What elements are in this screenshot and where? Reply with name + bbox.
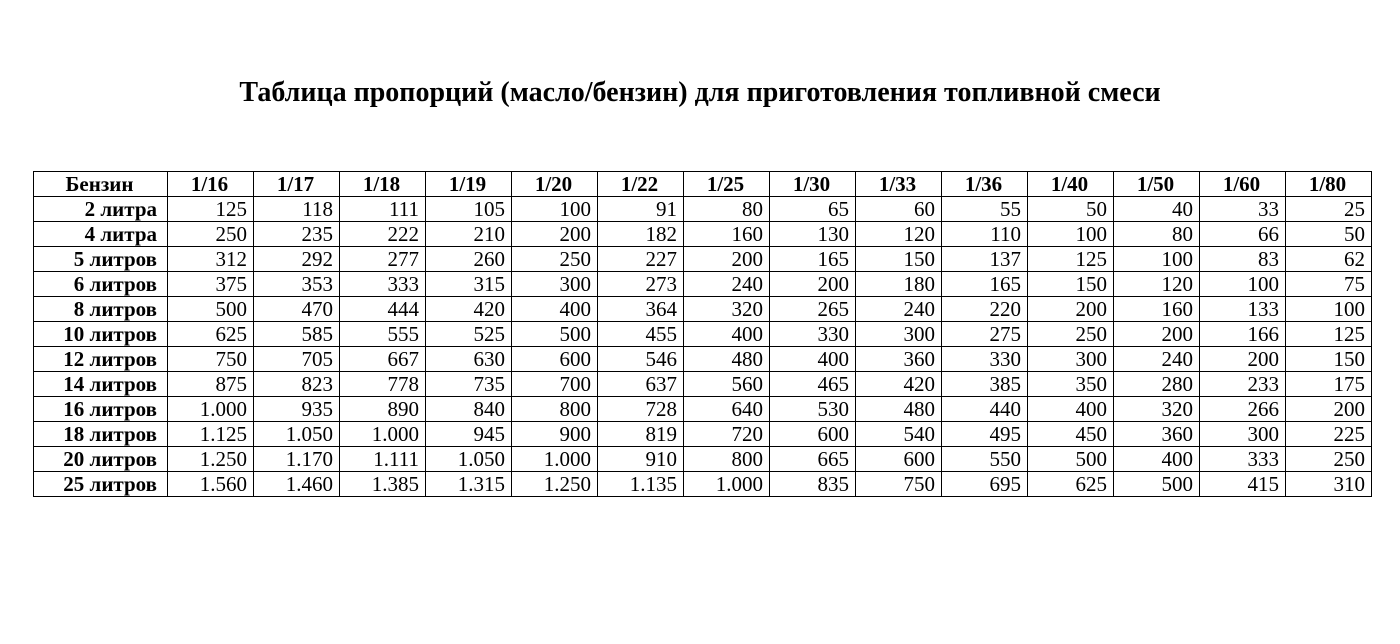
oil-amount-cell: 420 [856,372,942,397]
oil-amount-cell: 665 [770,447,856,472]
oil-amount-cell: 728 [598,397,684,422]
oil-amount-cell: 400 [684,322,770,347]
column-header-ratio: 1/22 [598,172,684,197]
oil-amount-cell: 320 [1114,397,1200,422]
fuel-mix-table [33,171,1372,497]
oil-amount-cell: 625 [168,322,254,347]
oil-amount-cell: 333 [1200,447,1286,472]
oil-amount-cell: 333 [340,272,426,297]
column-header-ratio: 1/16 [168,172,254,197]
oil-amount-cell: 200 [1200,347,1286,372]
oil-amount-cell: 480 [856,397,942,422]
oil-amount-cell: 900 [512,422,598,447]
column-header-ratio: 1/20 [512,172,598,197]
oil-amount-cell: 330 [942,347,1028,372]
oil-amount-cell: 1.250 [168,447,254,472]
table-row [34,272,1372,297]
oil-amount-cell: 695 [942,472,1028,497]
oil-amount-cell: 735 [426,372,512,397]
oil-amount-cell: 890 [340,397,426,422]
oil-amount-cell: 1.250 [512,472,598,497]
oil-amount-cell: 266 [1200,397,1286,422]
oil-amount-cell: 875 [168,372,254,397]
oil-amount-cell: 500 [168,297,254,322]
oil-amount-cell: 465 [770,372,856,397]
oil-amount-cell: 83 [1200,247,1286,272]
table-row [34,347,1372,372]
oil-amount-cell: 320 [684,297,770,322]
table-row [34,447,1372,472]
oil-amount-cell: 935 [254,397,340,422]
oil-amount-cell: 778 [340,372,426,397]
table-row [34,297,1372,322]
table-body [34,197,1372,497]
oil-amount-cell: 137 [942,247,1028,272]
oil-amount-cell: 310 [1286,472,1372,497]
oil-amount-cell: 375 [168,272,254,297]
oil-amount-cell: 1.135 [598,472,684,497]
oil-amount-cell: 91 [598,197,684,222]
oil-amount-cell: 600 [770,422,856,447]
oil-amount-cell: 62 [1286,247,1372,272]
oil-amount-cell: 420 [426,297,512,322]
column-header-ratio: 1/60 [1200,172,1286,197]
oil-amount-cell: 200 [1028,297,1114,322]
oil-amount-cell: 1.385 [340,472,426,497]
oil-amount-cell: 400 [770,347,856,372]
row-label-volume: 5 литров [34,247,168,272]
oil-amount-cell: 40 [1114,197,1200,222]
oil-amount-cell: 1.050 [426,447,512,472]
column-header-ratio: 1/19 [426,172,512,197]
oil-amount-cell: 353 [254,272,340,297]
oil-amount-cell: 750 [168,347,254,372]
oil-amount-cell: 667 [340,347,426,372]
row-label-volume: 25 литров [34,472,168,497]
oil-amount-cell: 80 [684,197,770,222]
oil-amount-cell: 1.125 [168,422,254,447]
oil-amount-cell: 33 [1200,197,1286,222]
oil-amount-cell: 125 [1286,322,1372,347]
oil-amount-cell: 1.111 [340,447,426,472]
oil-amount-cell: 150 [1286,347,1372,372]
oil-amount-cell: 630 [426,347,512,372]
oil-amount-cell: 530 [770,397,856,422]
oil-amount-cell: 233 [1200,372,1286,397]
row-label-volume: 2 литра [34,197,168,222]
oil-amount-cell: 277 [340,247,426,272]
table-row [34,397,1372,422]
table-row [34,247,1372,272]
oil-amount-cell: 220 [942,297,1028,322]
column-header-ratio: 1/17 [254,172,340,197]
oil-amount-cell: 550 [942,447,1028,472]
oil-amount-cell: 240 [856,297,942,322]
oil-amount-cell: 1.560 [168,472,254,497]
oil-amount-cell: 120 [856,222,942,247]
column-header-ratio: 1/40 [1028,172,1114,197]
column-header-ratio: 1/18 [340,172,426,197]
table-header-row [34,172,1372,197]
oil-amount-cell: 400 [1028,397,1114,422]
oil-amount-cell: 585 [254,322,340,347]
oil-amount-cell: 819 [598,422,684,447]
oil-amount-cell: 100 [1286,297,1372,322]
oil-amount-cell: 240 [1114,347,1200,372]
table-row [34,422,1372,447]
oil-amount-cell: 200 [1286,397,1372,422]
oil-amount-cell: 360 [856,347,942,372]
oil-amount-cell: 600 [512,347,598,372]
oil-amount-cell: 125 [1028,247,1114,272]
oil-amount-cell: 555 [340,322,426,347]
column-header-ratio: 1/80 [1286,172,1372,197]
oil-amount-cell: 312 [168,247,254,272]
oil-amount-cell: 1.050 [254,422,340,447]
oil-amount-cell: 160 [684,222,770,247]
oil-amount-cell: 55 [942,197,1028,222]
row-label-volume: 4 литра [34,222,168,247]
oil-amount-cell: 910 [598,447,684,472]
oil-amount-cell: 525 [426,322,512,347]
oil-amount-cell: 150 [856,247,942,272]
oil-amount-cell: 227 [598,247,684,272]
oil-amount-cell: 1.315 [426,472,512,497]
oil-amount-cell: 118 [254,197,340,222]
column-header-ratio: 1/30 [770,172,856,197]
oil-amount-cell: 65 [770,197,856,222]
oil-amount-cell: 200 [770,272,856,297]
oil-amount-cell: 275 [942,322,1028,347]
oil-amount-cell: 100 [512,197,598,222]
oil-amount-cell: 364 [598,297,684,322]
oil-amount-cell: 300 [512,272,598,297]
column-header-ratio: 1/50 [1114,172,1200,197]
table-row [34,197,1372,222]
oil-amount-cell: 250 [1286,447,1372,472]
oil-amount-cell: 300 [1200,422,1286,447]
oil-amount-cell: 400 [1114,447,1200,472]
oil-amount-cell: 800 [512,397,598,422]
row-label-volume: 20 литров [34,447,168,472]
oil-amount-cell: 495 [942,422,1028,447]
oil-amount-cell: 265 [770,297,856,322]
column-header-ratio: 1/25 [684,172,770,197]
oil-amount-cell: 1.000 [512,447,598,472]
oil-amount-cell: 945 [426,422,512,447]
oil-amount-cell: 175 [1286,372,1372,397]
oil-amount-cell: 105 [426,197,512,222]
column-header-ratio: 1/33 [856,172,942,197]
oil-amount-cell: 470 [254,297,340,322]
row-label-volume: 12 литров [34,347,168,372]
row-label-volume: 18 литров [34,422,168,447]
oil-amount-cell: 66 [1200,222,1286,247]
oil-amount-cell: 25 [1286,197,1372,222]
oil-amount-cell: 273 [598,272,684,297]
oil-amount-cell: 222 [340,222,426,247]
oil-amount-cell: 165 [942,272,1028,297]
table-row [34,222,1372,247]
oil-amount-cell: 240 [684,272,770,297]
oil-amount-cell: 225 [1286,422,1372,447]
oil-amount-cell: 800 [684,447,770,472]
oil-amount-cell: 260 [426,247,512,272]
oil-amount-cell: 823 [254,372,340,397]
oil-amount-cell: 385 [942,372,1028,397]
row-label-volume: 16 литров [34,397,168,422]
table-row [34,472,1372,497]
oil-amount-cell: 500 [1028,447,1114,472]
oil-amount-cell: 705 [254,347,340,372]
oil-amount-cell: 700 [512,372,598,397]
oil-amount-cell: 840 [426,397,512,422]
oil-amount-cell: 75 [1286,272,1372,297]
oil-amount-cell: 500 [1114,472,1200,497]
oil-amount-cell: 160 [1114,297,1200,322]
row-label-volume: 10 литров [34,322,168,347]
oil-amount-cell: 480 [684,347,770,372]
row-label-volume: 14 литров [34,372,168,397]
column-header-ratio: 1/36 [942,172,1028,197]
oil-amount-cell: 637 [598,372,684,397]
oil-amount-cell: 330 [770,322,856,347]
oil-amount-cell: 180 [856,272,942,297]
oil-amount-cell: 133 [1200,297,1286,322]
oil-amount-cell: 60 [856,197,942,222]
row-label-volume: 8 литров [34,297,168,322]
oil-amount-cell: 540 [856,422,942,447]
oil-amount-cell: 200 [684,247,770,272]
oil-amount-cell: 150 [1028,272,1114,297]
oil-amount-cell: 80 [1114,222,1200,247]
oil-amount-cell: 50 [1028,197,1114,222]
oil-amount-cell: 182 [598,222,684,247]
oil-amount-cell: 450 [1028,422,1114,447]
oil-amount-cell: 292 [254,247,340,272]
oil-amount-cell: 280 [1114,372,1200,397]
oil-amount-cell: 100 [1200,272,1286,297]
row-label-volume: 6 литров [34,272,168,297]
oil-amount-cell: 235 [254,222,340,247]
oil-amount-cell: 835 [770,472,856,497]
oil-amount-cell: 640 [684,397,770,422]
oil-amount-cell: 625 [1028,472,1114,497]
oil-amount-cell: 546 [598,347,684,372]
oil-amount-cell: 1.000 [340,422,426,447]
oil-amount-cell: 200 [1114,322,1200,347]
oil-amount-cell: 720 [684,422,770,447]
oil-amount-cell: 600 [856,447,942,472]
oil-amount-cell: 200 [512,222,598,247]
oil-amount-cell: 1.460 [254,472,340,497]
oil-amount-cell: 400 [512,297,598,322]
oil-amount-cell: 360 [1114,422,1200,447]
oil-amount-cell: 250 [168,222,254,247]
oil-amount-cell: 1.170 [254,447,340,472]
document-title: Таблица пропорций (масло/бензин) для приготовления топливной смеси [239,77,1161,108]
table-row [34,372,1372,397]
oil-amount-cell: 444 [340,297,426,322]
oil-amount-cell: 130 [770,222,856,247]
oil-amount-cell: 210 [426,222,512,247]
column-header-petrol: Бензин [34,172,168,197]
oil-amount-cell: 165 [770,247,856,272]
oil-amount-cell: 560 [684,372,770,397]
oil-amount-cell: 415 [1200,472,1286,497]
oil-amount-cell: 500 [512,322,598,347]
oil-amount-cell: 300 [856,322,942,347]
oil-amount-cell: 166 [1200,322,1286,347]
oil-amount-cell: 300 [1028,347,1114,372]
oil-amount-cell: 110 [942,222,1028,247]
oil-amount-cell: 50 [1286,222,1372,247]
oil-amount-cell: 100 [1028,222,1114,247]
oil-amount-cell: 350 [1028,372,1114,397]
oil-amount-cell: 250 [1028,322,1114,347]
oil-amount-cell: 1.000 [168,397,254,422]
oil-amount-cell: 315 [426,272,512,297]
oil-amount-cell: 750 [856,472,942,497]
oil-amount-cell: 1.000 [684,472,770,497]
oil-amount-cell: 125 [168,197,254,222]
oil-amount-cell: 440 [942,397,1028,422]
oil-amount-cell: 100 [1114,247,1200,272]
oil-amount-cell: 455 [598,322,684,347]
oil-amount-cell: 111 [340,197,426,222]
oil-amount-cell: 120 [1114,272,1200,297]
table-row [34,322,1372,347]
oil-amount-cell: 250 [512,247,598,272]
